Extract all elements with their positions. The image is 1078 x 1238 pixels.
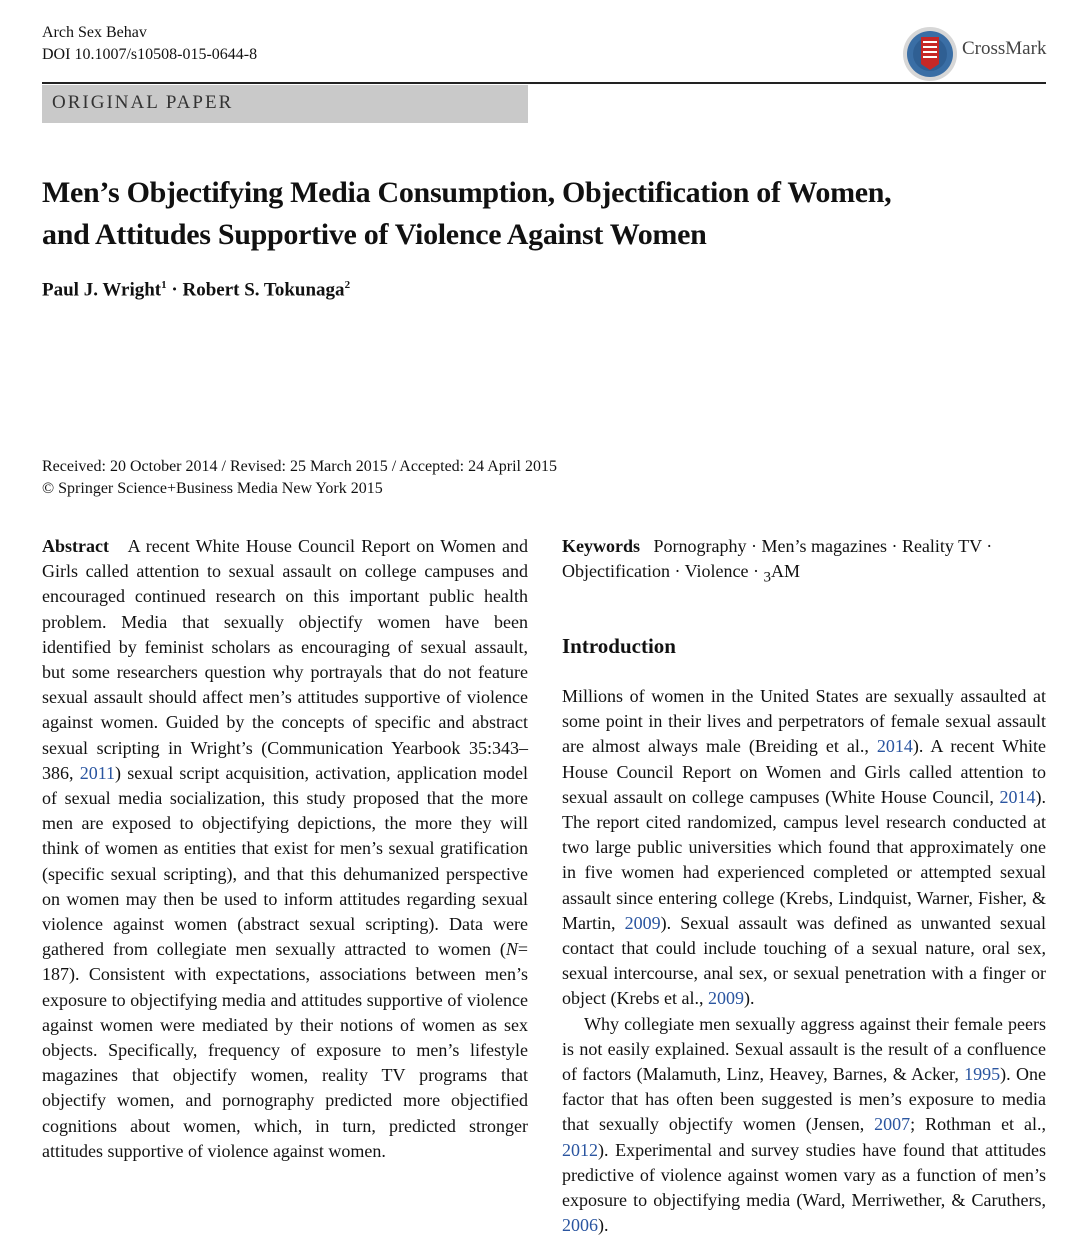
citation-link[interactable]: 2012 (562, 1139, 598, 1160)
copyright: © Springer Science+Business Media New York 2015 (42, 480, 383, 497)
citation-link[interactable]: 2006 (562, 1215, 598, 1236)
citation-link[interactable]: 2007 (874, 1114, 911, 1135)
author-name[interactable]: Robert S. Tokunaga (182, 279, 345, 301)
paragraph-text: ). A recent White House Council Report on Women and Girls called attention to sexual assault on college campuses (White House Council, (562, 736, 1047, 807)
affiliation-mark: 2 (344, 279, 351, 291)
paragraph-text: ). The report cited randomized, campus level research conducted at two large public universities which found that approximately one in five women had experienced completed or attempted sexual assault since entering college (Krebs, Lindquist, Warner, Fisher, & Martin, (562, 786, 1046, 933)
citation-link[interactable]: 2011 (79, 762, 116, 783)
keywords-label: Keywords (562, 536, 640, 556)
abstract-label: Abstract (42, 536, 109, 556)
abstract-text: ) sexual script acquisition, activation, application model of sexual media socialization, this study proposed that the more men are exposed to objectifying depictions, the more they will think of women as entities that exist for men’s sexual gratification (specific sexual scripting), and that this dehumanized perspective on women may then be used to inform attitudes regarding sexual violence against women (abstract sexual scripting). Data were gathered from collegiate men sexually attracted to women ( (42, 762, 529, 960)
citation-link[interactable]: 2009 (624, 912, 661, 933)
paragraph-text: Millions of women in the United States are sexually assaulted at some point in their lives and perpetrators of female sexual assault are almost always male (Breiding et al., (562, 686, 1046, 757)
section-banner-label: ORIGINAL PAPER (52, 92, 234, 113)
publication-dates (42, 456, 557, 500)
paragraph-text: ). (598, 1215, 609, 1236)
journal-name: Arch Sex Behav (42, 24, 147, 41)
citation-link[interactable]: 2009 (707, 988, 744, 1009)
crossmark-icon (902, 24, 958, 84)
sample-size-symbol: N (505, 939, 518, 960)
introduction-body (562, 684, 1047, 1236)
citation-link[interactable]: 1995 (964, 1064, 1001, 1085)
author-name[interactable]: Paul J. Wright (42, 279, 162, 301)
keyword-tail: AM (771, 561, 801, 582)
title-line-2: and Attitudes Supportive of Violence Against Women (42, 218, 707, 251)
citation-link[interactable]: 2014 (999, 786, 1036, 807)
citation-link[interactable]: 2014 (876, 736, 913, 757)
journal-header (42, 22, 257, 66)
header-rule (42, 82, 1046, 84)
abstract (42, 534, 528, 1164)
keywords (562, 534, 1046, 591)
abstract-text: = 187). Consistent with expectations, associations between men’s exposure to objectifying media and attitudes supportive of violence against women were mediated by their notions of women as sex objects. Specifically, frequency of exposure to men’s lifestyle magazines that objectify women, reality TV programs that objectify women, and pornography predicted more objectified cognitions about women, which, in turn, predicted stronger attitudes supportive of violence against women. (42, 939, 528, 1161)
paragraph-text: ). One factor that has often been suggested is men’s exposure to media that sexually objectify women (Jensen, (562, 1064, 1046, 1135)
crossmark-logo[interactable] (902, 22, 1052, 86)
keywords-list: Pornography · Men’s magazines · Reality TV · Objectification · Violence · (562, 536, 993, 582)
paragraph (562, 1012, 1046, 1238)
keyword-subscript: 3 (763, 569, 772, 586)
paragraph (562, 684, 1046, 1012)
paragraph-text: ; Rothman et al., (910, 1114, 1046, 1135)
author-separator: · (166, 279, 183, 301)
paper-title (42, 172, 1042, 256)
abstract-text: A recent White House Council Report on Women and Girls called attention to sexual assault on college campuses and encouraged continued research on this important public health problem. Media that sexually objectify women have been identified by feminist scholars as encouraging of sexual assault, but some researchers question why portrayals that do not feature sexual assault should affect men’s attitudes supportive of violence against women. Guided by the concepts of specific and abstract sexual scripting in Wright’s (Communication Yearbook 35:343–386, (42, 536, 529, 783)
history-dates: Received: 20 October 2014 / Revised: 25 March 2015 / Accepted: 24 April 2015 (42, 458, 557, 475)
section-banner (42, 85, 528, 123)
paragraph-text: ). Sexual assault was defined as unwanted sexual contact that could include touching of a sexual nature, oral sex, sexual intercourse, anal sex, or sexual penetration with a finger or object (Krebs et al., (562, 912, 1046, 1009)
affiliation-mark: 1 (161, 279, 167, 291)
paragraph-text: Why collegiate men sexually aggress against their female peers is not easily explained. Sexual assault is the result of a confluence of factors (Malamuth, Linz, Heavey, Barnes, & Acker, (562, 1013, 1046, 1085)
doi[interactable]: DOI 10.1007/s10508-015-0644-8 (42, 46, 258, 63)
section-heading-introduction: Introduction (562, 634, 676, 658)
crossmark-label: CrossMark (962, 38, 1047, 59)
title-line-1: Men’s Objectifying Media Consumption, Objectification of Women, (42, 176, 892, 209)
paragraph-text: ). Experimental and survey studies have found that attitudes predictive of violence against women vary as a function of men’s exposure to objectifying media (Ward, Merriwether, & Caruthers, (562, 1139, 1046, 1211)
author-list (42, 279, 350, 301)
paragraph-text: ). (743, 988, 755, 1009)
